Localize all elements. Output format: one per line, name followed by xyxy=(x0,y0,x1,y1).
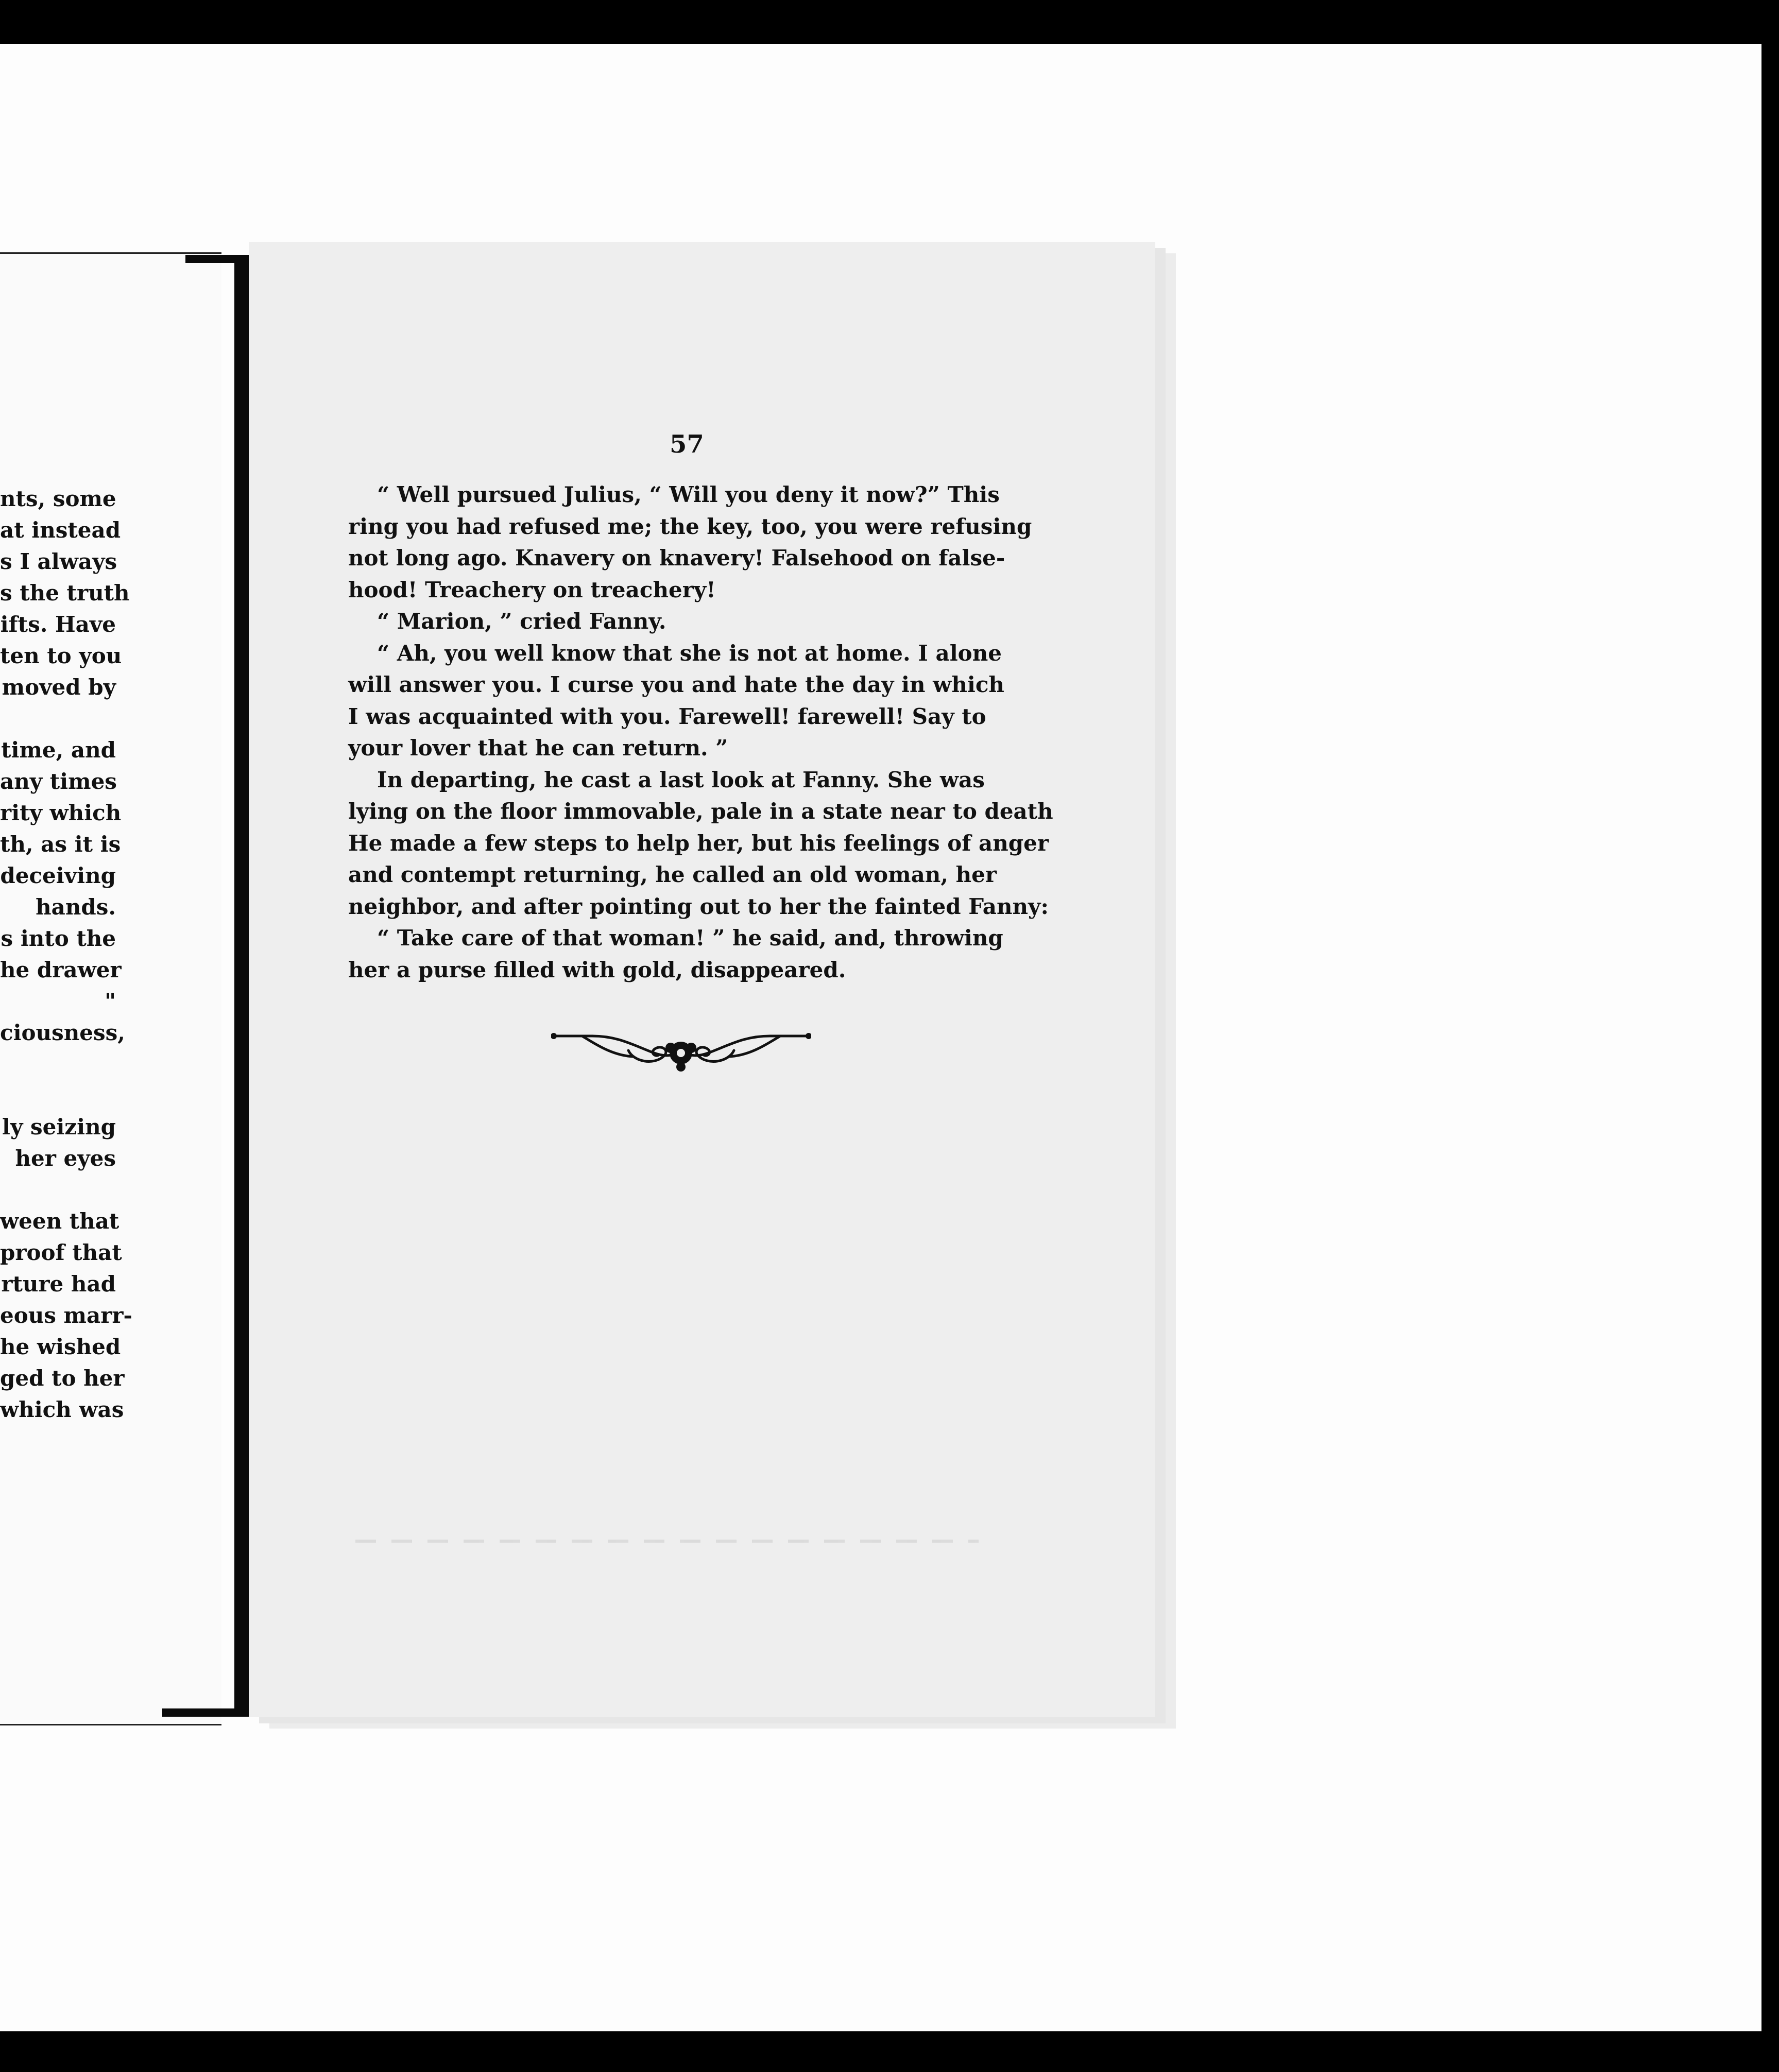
left-page-line: hands. xyxy=(36,894,116,920)
text-line: hood! Treachery on treachery! xyxy=(348,577,716,602)
text-line: neighbor, and after pointing out to her the fainted Fanny: xyxy=(348,893,1049,919)
text-line: not long ago. Knavery on knavery! Falsehood on false- xyxy=(348,545,1005,571)
left-page-line: any times xyxy=(0,769,117,794)
left-page-line: he wished xyxy=(0,1334,121,1359)
left-page-line: time, and xyxy=(1,737,116,763)
left-page-line: nts, some xyxy=(0,486,116,511)
left-page-line: proof that xyxy=(0,1240,122,1265)
text-line: “ Take care of that woman! ” he said, and, throwing xyxy=(377,925,1003,951)
body-text xyxy=(348,479,1053,986)
left-page-line: " xyxy=(105,989,116,1014)
scroll-flourish-ornament-icon xyxy=(551,1025,811,1084)
left-page-line: ween that xyxy=(0,1208,119,1234)
left-page-line xyxy=(0,1174,221,1205)
left-page-line xyxy=(0,703,221,734)
left-page-line: s I always xyxy=(0,549,117,574)
text-line: your lover that he can return. ” xyxy=(348,735,728,761)
left-page-line: s the truth xyxy=(0,580,130,606)
left-page-line xyxy=(0,1048,221,1080)
text-line: “ Ah, you well know that she is not at home. I alone xyxy=(377,640,1002,666)
text-line: and contempt returning, he called an old woman, her xyxy=(348,862,997,887)
left-page-line: ged to her xyxy=(0,1366,125,1391)
text-line: I was acquainted with you. Farewell! farewell! Say to xyxy=(348,703,986,729)
left-page-line: moved by xyxy=(2,675,116,700)
left-page-line: rity which xyxy=(0,800,122,825)
text-line: “ Marion, ” cried Fanny. xyxy=(377,609,666,634)
left-page-text xyxy=(0,483,221,1425)
left-page-line xyxy=(0,1080,221,1111)
left-page-line: he drawer xyxy=(0,957,122,982)
text-line: ring you had refused me; the key, too, you were refusing xyxy=(348,513,1032,539)
film-edge-marks xyxy=(1773,1339,1779,1854)
left-page-line: s into the xyxy=(1,926,116,951)
left-page-line: rture had xyxy=(1,1271,116,1297)
text-line: “ Well pursued Julius, “ Will you deny it now?” This xyxy=(377,482,1000,507)
left-page-line: th, as it is xyxy=(0,832,121,857)
text-line: In departing, he cast a last look at Fanny. She was xyxy=(377,767,985,792)
page-number: 57 xyxy=(670,430,704,459)
text-line: her a purse filled with gold, disappeared. xyxy=(348,957,846,982)
left-page-line: ifts. Have xyxy=(0,612,116,637)
left-page-line: deceiving xyxy=(0,863,116,888)
faint-bleedthrough xyxy=(355,1540,979,1543)
left-page-line: eous marr- xyxy=(0,1303,132,1328)
left-page-line: which was xyxy=(0,1397,124,1422)
text-line: He made a few steps to help her, but his feelings of anger xyxy=(348,830,1049,856)
left-page-line: ly seizing xyxy=(2,1114,116,1139)
text-line: will answer you. I curse you and hate the day in which xyxy=(348,672,1004,697)
left-page-line: at instead xyxy=(0,517,121,543)
left-page-line: ten to you xyxy=(0,643,122,668)
left-page-line: her eyes xyxy=(15,1146,116,1171)
left-facing-page xyxy=(0,252,221,1725)
left-page-line: ciousness, xyxy=(0,1020,125,1045)
text-line: lying on the floor immovable, pale in a state near to death xyxy=(348,799,1053,824)
book-gutter xyxy=(234,257,249,1715)
